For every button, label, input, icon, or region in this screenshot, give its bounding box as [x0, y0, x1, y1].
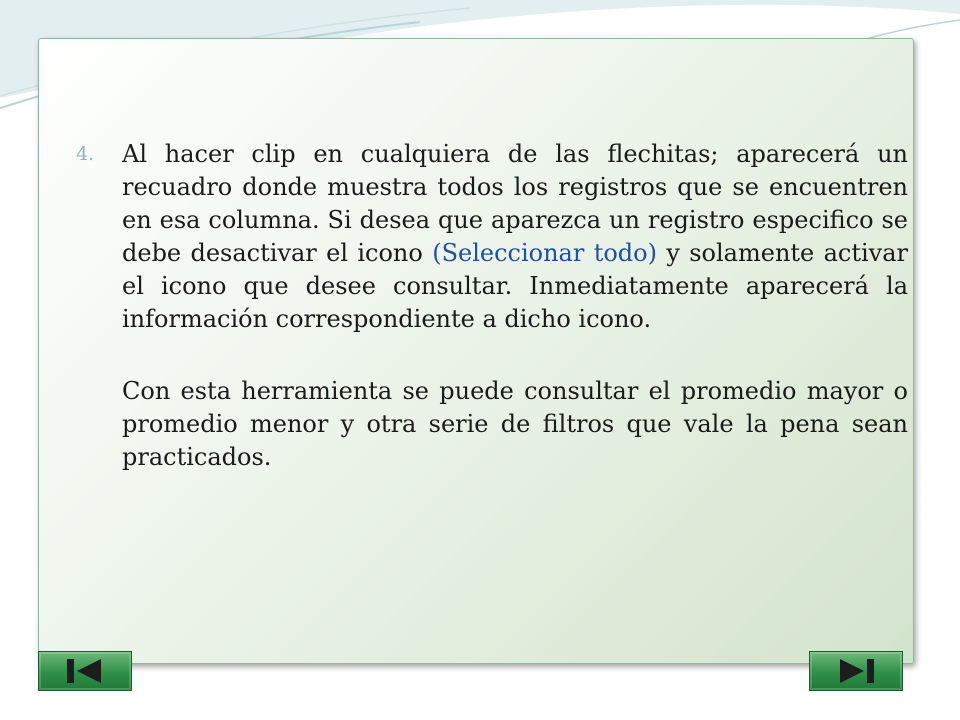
item-text: Al hacer clip en cualquiera de las flechitas; aparecerá un recuadro donde muestra todos los registros que se encuentren en esa columna. Si desea que aparezca un registro especifico se debe desactivar el icono: [122, 140, 908, 267]
first-slide-button[interactable]: [38, 651, 132, 691]
slide-text: [76, 138, 908, 474]
select-all-highlight: (Seleccionar todo): [432, 239, 657, 267]
follow-up-paragraph: Con esta herramienta se puede consultar el promedio mayor o promedio menor y otra serie de filtros que vale la pena sean practicados.: [122, 377, 908, 471]
item-text-continued: y solamente activar el icono que desee consultar. Inmediatamente aparecerá la información correspondiente a dicho icono.: [122, 239, 909, 333]
skip-to-last-icon: [810, 652, 902, 690]
skip-to-first-icon: [39, 652, 131, 690]
last-slide-button[interactable]: [809, 651, 903, 691]
numbered-item: [76, 138, 908, 336]
item-number: 4.: [76, 143, 95, 165]
